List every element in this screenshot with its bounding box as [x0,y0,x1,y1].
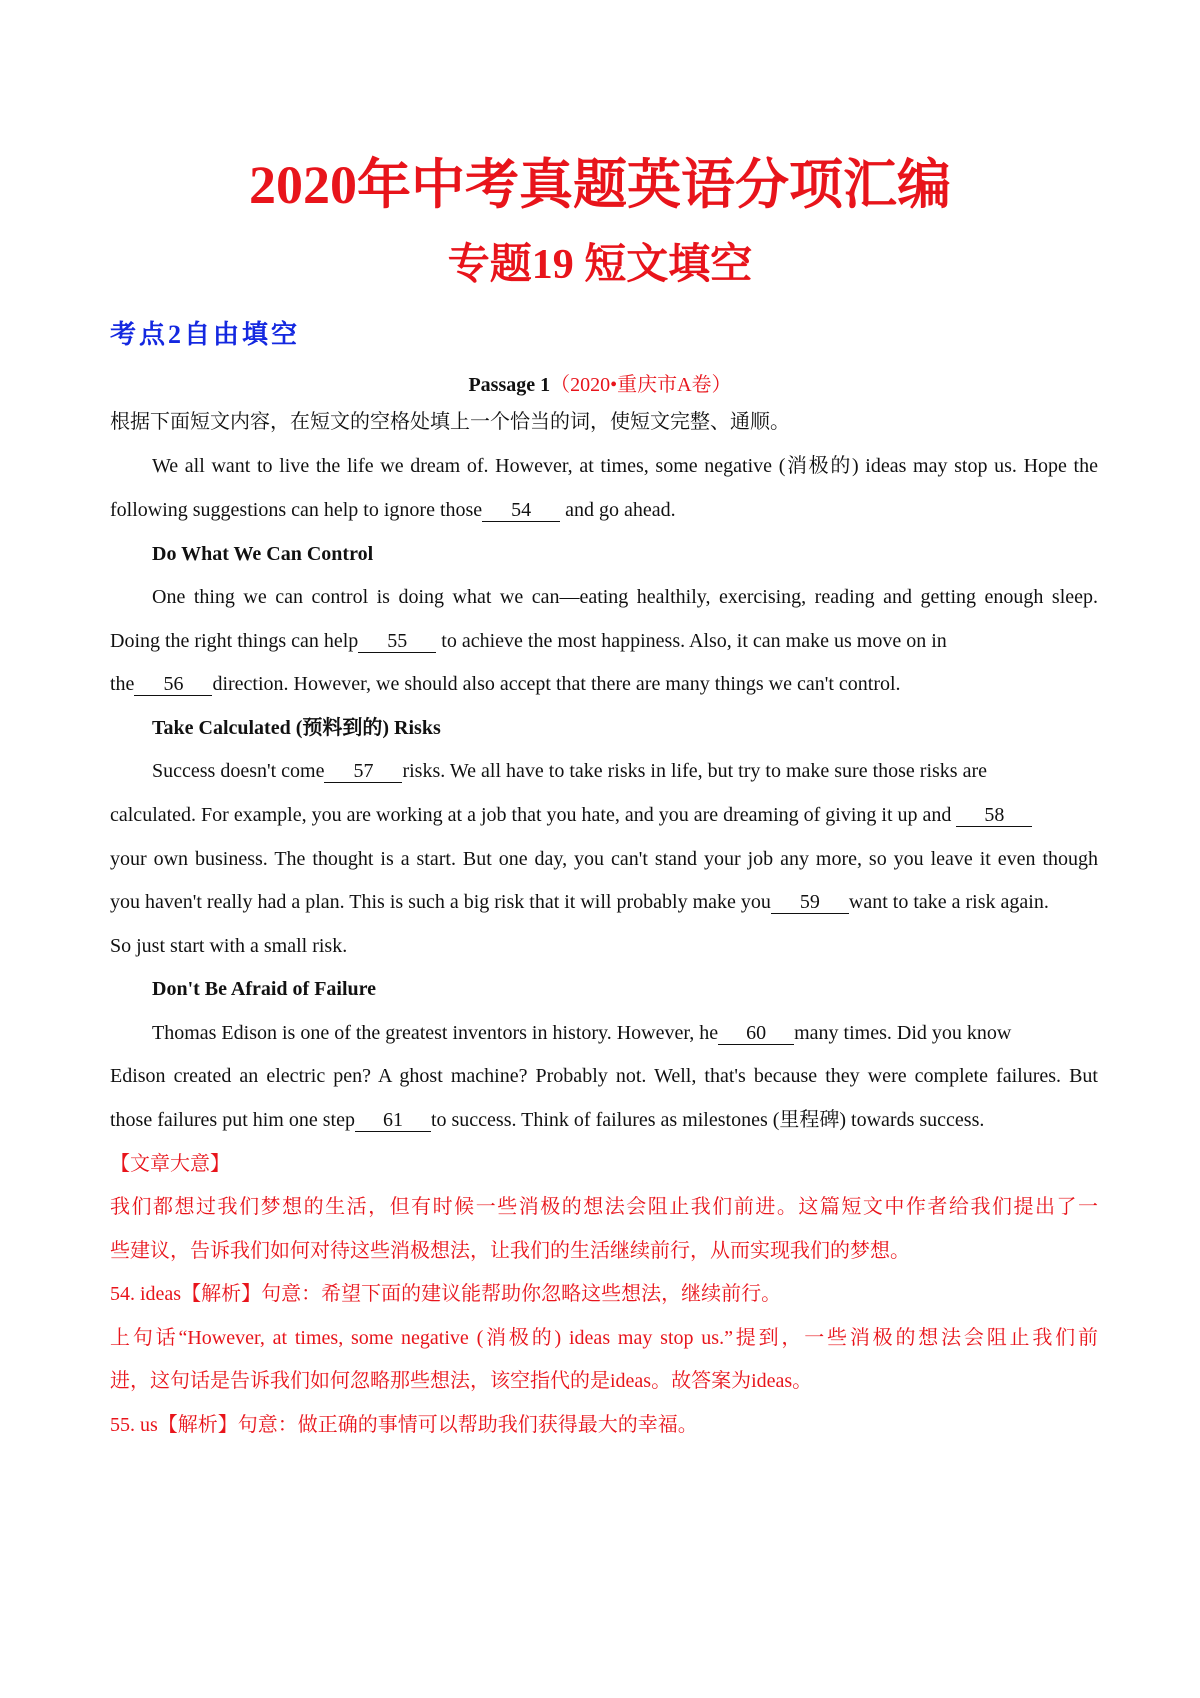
para1-line2 [110,496,1098,524]
text: you haven't really had a plan. This is such a big risk that it will probably make you [110,891,771,913]
text: and go ahead. [560,499,676,521]
page-subtitle: 专题19 短文填空 [447,242,753,288]
section-heading: 考点2自由填空 [110,320,301,349]
para3-line5: So just start with a small risk. [110,935,348,957]
answer-54: 54. ideas【解析】句意：希望下面的建议能帮助你忽略这些想法，继续前行。 [110,1283,782,1305]
para3-line3: your own business. The thought is a start. But one day, you can't stand your job any more, so you leave it even though [110,848,1098,870]
analysis-summary-2: 些建议，告诉我们如何对待这些消极想法，让我们的生活继续前行，从而实现我们的梦想。 [110,1240,910,1262]
blank-58[interactable]: 58 [956,804,1032,827]
para1-line1: We all want to live the life we dream of. However, at times, some negative (消极的) ideas may stop us. Hope the [152,455,1098,477]
text: Thomas Edison is one of the greatest inventors in history. However, he [152,1022,719,1044]
para2-line3 [110,670,1098,698]
text: Success doesn't come [152,760,325,782]
para3-line2 [110,801,1098,829]
text: to achieve the most happiness. Also, it can make us move on in [436,630,947,652]
blank-59[interactable]: 59 [771,891,849,914]
page-title: 2020年中考真题英语分项汇编 [249,155,951,215]
heading-control: Do What We Can Control [152,543,374,565]
instruction: 根据下面短文内容，在短文的空格处填上一个恰当的词，使短文完整、通顺。 [110,411,790,433]
text: following suggestions can help to ignore those [110,499,483,521]
passage-label: Passage 1 [468,374,551,396]
text: direction. However, we should also accept that there are many things we can't control. [212,673,901,695]
heading-risks: Take Calculated (预料到的) Risks [152,717,441,739]
para4-line1 [152,1019,1098,1047]
passage-header [0,368,1200,397]
para4-line3 [110,1106,1098,1134]
blank-55[interactable]: 55 [358,630,436,653]
para2-line2 [110,627,1098,655]
para2-line1: One thing we can control is doing what we can—eating healthily, exercising, reading and getting enough sleep. [152,586,1098,608]
text: calculated. For example, you are working at a job that you hate, and you are dreaming of giving it up and [110,804,952,826]
blank-57[interactable]: 57 [324,760,402,783]
blank-54[interactable]: 54 [482,499,560,522]
blank-61[interactable]: 61 [355,1109,431,1132]
answer-55: 55. us【解析】句意：做正确的事情可以帮助我们获得最大的幸福。 [110,1414,698,1436]
text: the [110,673,135,695]
text: Doing the right things can help [110,630,359,652]
para3-line4 [110,888,1098,916]
para3-line1 [152,757,1098,785]
para4-line2: Edison created an electric pen? A ghost machine? Probably not. Well, that's because they were complete failures. But [110,1065,1098,1087]
answer-54-detail-2: 进，这句话是告诉我们如何忽略那些想法，该空指代的是ideas。故答案为ideas。 [110,1370,813,1392]
blank-60[interactable]: 60 [718,1022,794,1045]
text: want to take a risk again. [848,891,1049,913]
passage-source: （2020•重庆市A卷） [550,374,732,396]
text: risks. We all have to take risks in life, but try to make sure those risks are [402,760,988,782]
heading-failure: Don't Be Afraid of Failure [152,978,377,1000]
text: many times. Did you know [794,1022,1012,1044]
analysis-summary-1: 我们都想过我们梦想的生活，但有时候一些消极的想法会阻止我们前进。这篇短文中作者给我们提出了一 [110,1196,1098,1218]
analysis-heading: 【文章大意】 [110,1153,230,1175]
blank-56[interactable]: 56 [134,673,212,696]
answer-54-detail-1: 上句话“However, at times, some negative (消极的) ideas may stop us.”提到，一些消极的想法会阻止我们前 [110,1327,1098,1349]
text: those failures put him one step [110,1109,355,1131]
text: to success. Think of failures as milestones (里程碑) towards success. [430,1109,985,1131]
